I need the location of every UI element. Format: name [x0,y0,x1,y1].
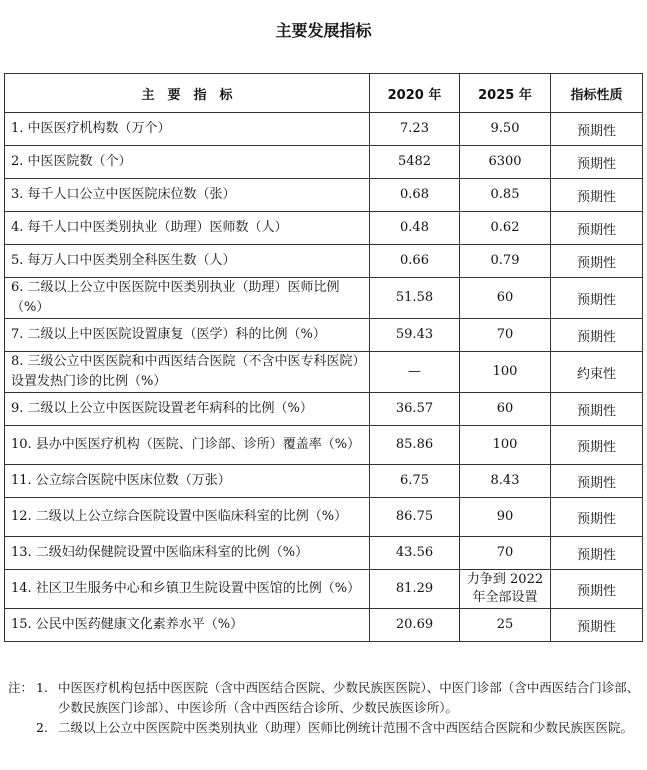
value-2020-cell: 7.23 [370,113,460,146]
indicator-cell: 9. 二级以上公立中医医院设置老年病科的比例（%） [5,393,370,426]
table-row [5,537,643,570]
header-property: 指标性质 [551,74,643,113]
table-row [5,393,643,426]
value-2020-cell: 20.69 [370,609,460,642]
value-2025-cell: 100 [460,352,551,393]
footnote-item [8,718,640,738]
value-2020-cell: 6.75 [370,465,460,498]
property-cell: 预期性 [551,426,643,465]
indicator-cell: 2. 中医医院数（个） [5,146,370,179]
property-cell: 预期性 [551,179,643,212]
value-2025-cell: 25 [460,609,551,642]
value-2025-cell: 60 [460,278,551,319]
indicator-cell: 1. 中医医疗机构数（万个） [5,113,370,146]
value-2020-cell: 5482 [370,146,460,179]
table-row [5,278,643,319]
property-cell: 预期性 [551,498,643,537]
value-2025-cell: 6300 [460,146,551,179]
indicator-cell: 8. 三级公立中医医院和中西医结合医院（不含中医专科医院）设置发热门诊的比例（%） [5,352,370,393]
value-2020-cell: 59.43 [370,319,460,352]
table-row [5,212,643,245]
footnote-item [8,678,640,718]
header-2025: 2025 年 [460,74,551,113]
value-2020-cell: 51.58 [370,278,460,319]
table-row [5,245,643,278]
footnote-number: 2. [36,720,48,735]
property-cell: 预期性 [551,570,643,609]
header-2020: 2020 年 [370,74,460,113]
value-2020-cell: 0.48 [370,212,460,245]
footnotes [8,678,640,738]
indicator-cell: 12. 二级以上公立综合医院设置中医临床科室的比例（%） [5,498,370,537]
property-cell: 预期性 [551,319,643,352]
value-2020-cell: 43.56 [370,537,460,570]
property-cell: 预期性 [551,393,643,426]
indicator-cell: 5. 每万人口中医类别全科医生数（人） [5,245,370,278]
table-row [5,352,643,393]
table-header-row [5,74,643,113]
value-2025-cell: 8.43 [460,465,551,498]
indicator-cell: 15. 公民中医药健康文化素养水平（%） [5,609,370,642]
page-title: 主要发展指标 [275,21,372,40]
footnote-label: 注： [8,680,34,695]
property-cell: 预期性 [551,278,643,319]
value-2020-cell: 0.68 [370,179,460,212]
indicator-cell: 4. 每千人口中医类别执业（助理）医师数（人） [5,212,370,245]
indicator-cell: 14. 社区卫生服务中心和乡镇卫生院设置中医馆的比例（%） [5,570,370,609]
footnote-number: 1. [36,680,48,695]
table-row [5,426,643,465]
property-cell: 预期性 [551,212,643,245]
value-2020-cell: 85.86 [370,426,460,465]
indicator-cell: 7. 二级以上中医医院设置康复（医学）科的比例（%） [5,319,370,352]
property-cell: 预期性 [551,146,643,179]
value-2025-cell: 0.85 [460,179,551,212]
footnote-text: 中医医疗机构包括中医医院（含中西医结合医院、少数民族医医院）、中医门诊部（含中西医结合门诊部、少数民族医门诊部）、中医诊所（含中西医结合诊所、少数民族医诊所）。 [58,680,640,715]
table-row [5,498,643,537]
value-2020-cell: 81.29 [370,570,460,609]
indicator-cell: 11. 公立综合医院中医床位数（万张） [5,465,370,498]
value-2020-cell: 86.75 [370,498,460,537]
indicators-table [4,73,643,642]
value-2025-cell: 力争到 2022 年全部设置 [460,570,551,609]
value-2025-cell: 0.79 [460,245,551,278]
property-cell: 预期性 [551,113,643,146]
property-cell: 预期性 [551,465,643,498]
value-2025-cell: 70 [460,319,551,352]
table-row [5,179,643,212]
value-2025-cell: 9.50 [460,113,551,146]
indicator-cell: 13. 二级妇幼保健院设置中医临床科室的比例（%） [5,537,370,570]
table-row [5,465,643,498]
indicator-cell: 3. 每千人口公立中医医院床位数（张） [5,179,370,212]
property-cell: 预期性 [551,537,643,570]
value-2025-cell: 60 [460,393,551,426]
table-row [5,113,643,146]
indicator-cell: 10. 县办中医医疗机构（医院、门诊部、诊所）覆盖率（%） [5,426,370,465]
table-row [5,570,643,609]
value-2025-cell: 70 [460,537,551,570]
table-row [5,609,643,642]
value-2020-cell: — [370,352,460,393]
indicator-cell: 6. 二级以上公立中医医院中医类别执业（助理）医师比例（%） [5,278,370,319]
table-row [5,146,643,179]
property-cell: 约束性 [551,352,643,393]
table-row [5,319,643,352]
value-2020-cell: 36.57 [370,393,460,426]
header-indicator: 主 要 指 标 [5,74,370,113]
value-2025-cell: 0.62 [460,212,551,245]
value-2025-cell: 100 [460,426,551,465]
property-cell: 预期性 [551,609,643,642]
property-cell: 预期性 [551,245,643,278]
footnote-text: 二级以上公立中医医院中医类别执业（助理）医师比例统计范围不含中西医结合医院和少数民族医医院。 [58,720,634,735]
value-2025-cell: 90 [460,498,551,537]
value-2020-cell: 0.66 [370,245,460,278]
